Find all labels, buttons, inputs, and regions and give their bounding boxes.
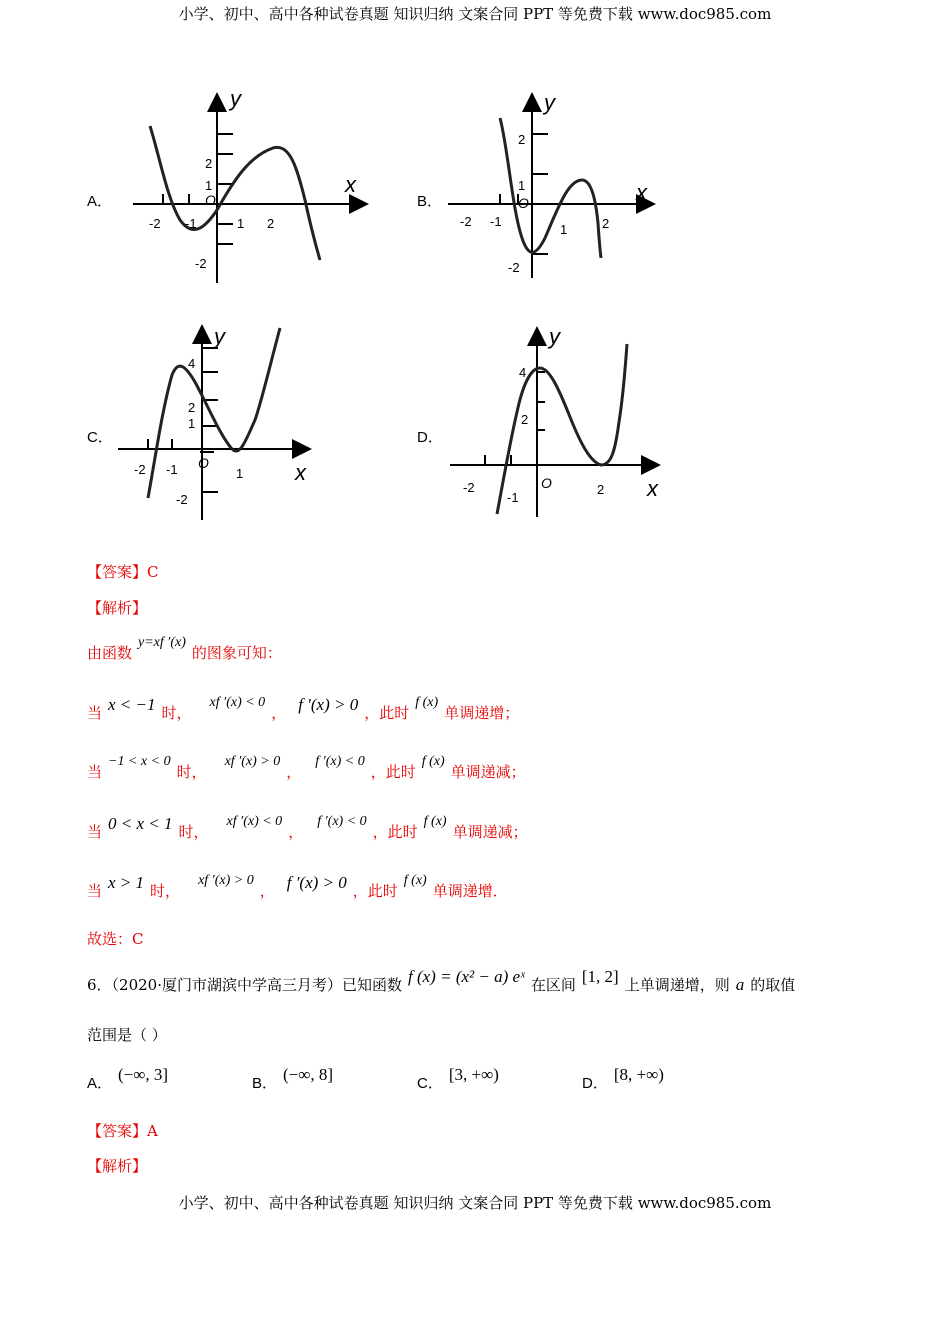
- option-d-label: D．: [417, 429, 443, 446]
- svg-text:-2: -2: [134, 462, 146, 477]
- choice-d[interactable]: D． [8, +∞): [582, 1065, 664, 1092]
- case-3: 当 0 < x < 1 时，xf ′(x) < 0，f ′(x) < 0，此时f (x)单调递减；: [87, 814, 528, 841]
- svg-text:-1: -1: [490, 214, 502, 229]
- svg-text:O: O: [518, 195, 529, 211]
- svg-text:2: 2: [188, 400, 196, 415]
- svg-text:1: 1: [205, 178, 213, 193]
- case-4: 当 x > 1 时，xf ′(x) > 0， f ′(x) > 0 ，此时f (x)单调递增．: [87, 873, 508, 900]
- svg-text:2: 2: [267, 216, 275, 231]
- svg-text:O: O: [205, 192, 216, 208]
- choice-b[interactable]: B． (−∞, 8]: [252, 1065, 334, 1092]
- y-axis-label: y: [230, 88, 241, 111]
- curve-d: [497, 344, 627, 514]
- svg-text:4: 4: [519, 365, 527, 380]
- choice-c[interactable]: C． [3, +∞): [417, 1065, 499, 1092]
- svg-text:-1: -1: [507, 490, 519, 505]
- choice-a[interactable]: A． (−∞, 3]: [87, 1065, 169, 1092]
- svg-text:-2: -2: [176, 492, 188, 507]
- page-header: 小学、初中、高中各种试卷真题 知识归纳 文案合同 PPT 等免费下载 www.doc985.com: [178, 5, 772, 23]
- option-c-label: C．: [87, 429, 113, 446]
- svg-text:2: 2: [518, 132, 526, 147]
- svg-text:1: 1: [518, 178, 526, 193]
- y-axis-label: y: [544, 90, 555, 115]
- graph-d: [445, 322, 670, 522]
- svg-text:1: 1: [236, 466, 244, 481]
- svg-text:-2: -2: [508, 260, 520, 275]
- answer-2: 【答案】A: [87, 1122, 158, 1140]
- answer-1: 【答案】C: [87, 563, 159, 581]
- conclusion: 故选：C: [87, 930, 144, 948]
- svg-text:O: O: [198, 455, 209, 471]
- svg-text:2: 2: [602, 216, 610, 231]
- graph-b: [440, 88, 665, 283]
- page-footer: 小学、初中、高中各种试卷真题 知识归纳 文案合同 PPT 等免费下载 www.doc985.com: [178, 1194, 772, 1212]
- analysis-1-title: 【解析】: [87, 599, 148, 617]
- x-axis-label: x: [636, 180, 647, 205]
- analysis-intro: 由函数y=xf ′(x)的图象可知：: [87, 635, 282, 662]
- svg-text:1: 1: [237, 216, 245, 231]
- analysis-2-title: 【解析】: [87, 1157, 148, 1175]
- question-6: 6．（2020·厦门市湖滨中学高三月考）已知函数 f (x) = (x² − a) eˣ 在区间 [1, 2] 上单调递增，则 a 的取值: [87, 967, 796, 994]
- y-axis-label: y: [214, 324, 225, 349]
- option-b-label: B．: [417, 193, 443, 210]
- svg-text:O: O: [541, 475, 552, 491]
- svg-text:1: 1: [188, 416, 196, 431]
- svg-text:-1: -1: [166, 462, 178, 477]
- curve-a: [150, 126, 320, 260]
- x-axis-label: x: [345, 172, 356, 197]
- svg-text:-2: -2: [460, 214, 472, 229]
- curve-b: [500, 118, 601, 258]
- case-1: 当 x < −1 时，xf ′(x) < 0， f ′(x) > 0 ，此时f (x)单调递增；: [87, 695, 520, 722]
- x-axis-label: x: [647, 476, 658, 501]
- svg-text:-2: -2: [195, 256, 207, 271]
- x-axis-label: x: [295, 460, 306, 485]
- option-a-label: A．: [87, 193, 113, 210]
- svg-text:1: 1: [560, 222, 568, 237]
- svg-text:4: 4: [188, 356, 196, 371]
- graph-a: [125, 88, 375, 288]
- svg-text:2: 2: [205, 156, 213, 171]
- question-6-line2: 范围是（ ）: [87, 1026, 167, 1044]
- svg-text:-1: -1: [185, 216, 197, 231]
- svg-text:2: 2: [597, 482, 605, 497]
- svg-text:-2: -2: [149, 216, 161, 231]
- svg-text:2: 2: [521, 412, 529, 427]
- svg-text:-2: -2: [463, 480, 475, 495]
- graph-c: [110, 320, 320, 525]
- y-axis-label: y: [549, 324, 560, 349]
- case-2: 当−1 < x < 0时，xf ′(x) > 0，f ′(x) < 0，此时f (x)单调递减；: [87, 754, 526, 781]
